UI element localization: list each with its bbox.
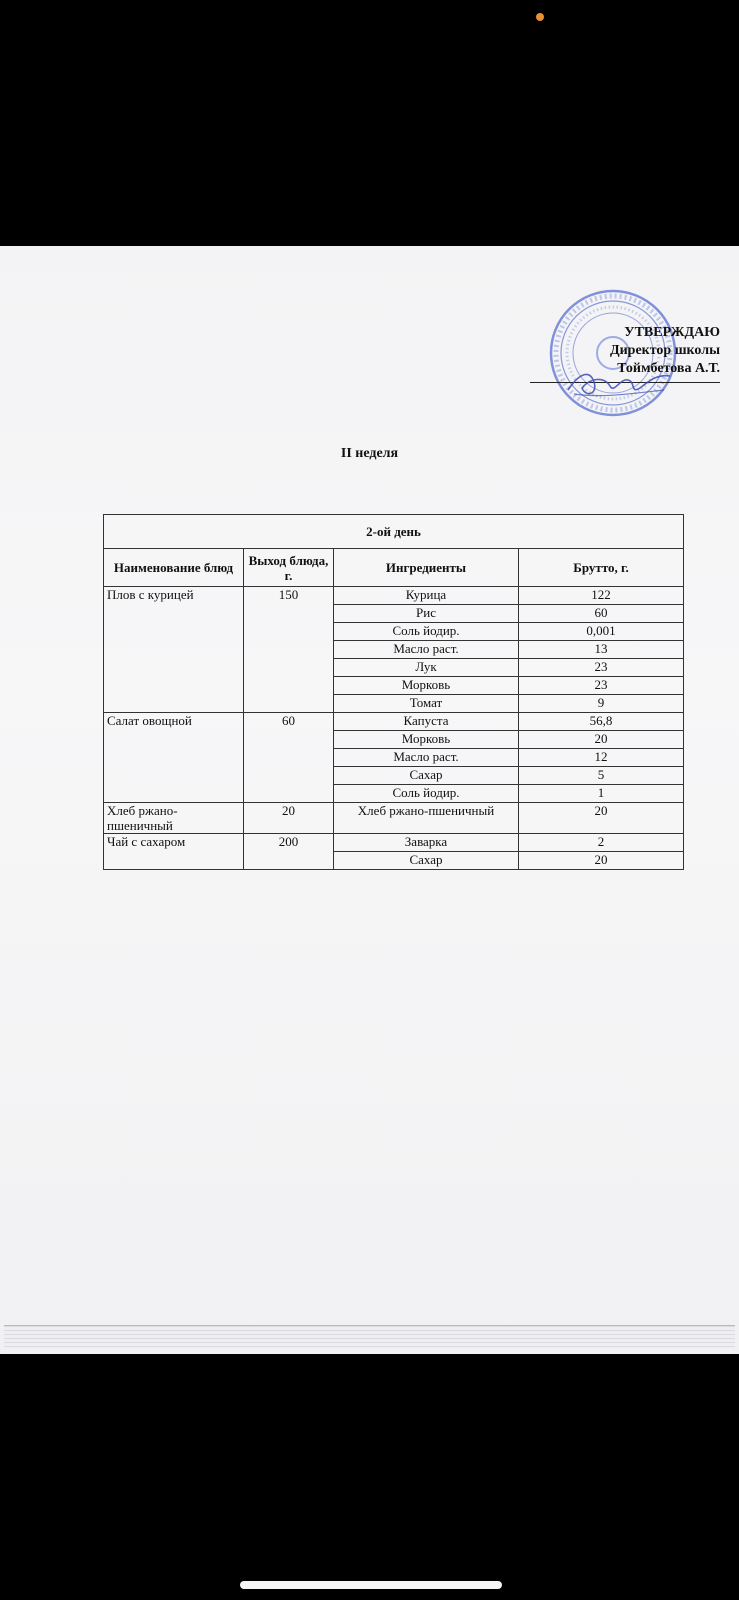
gross-value: 0,001 (519, 623, 684, 641)
header-ingredients: Ингредиенты (334, 549, 519, 587)
gross-value: 23 (519, 677, 684, 695)
dish-yield: 150 (244, 587, 334, 713)
dish-yield: 20 (244, 803, 334, 834)
table-row (104, 834, 684, 852)
approval-name: Тоймбетова А.Т. (617, 361, 720, 376)
ingredient-name: Сахар (334, 767, 519, 785)
dish-yield: 60 (244, 713, 334, 803)
ingredient-name: Морковь (334, 677, 519, 695)
ingredient-name: Лук (334, 659, 519, 677)
week-title: II неделя (340, 446, 399, 461)
page-stack-edge (4, 1325, 735, 1348)
gross-value: 122 (519, 587, 684, 605)
gross-value: 23 (519, 659, 684, 677)
table-row (104, 713, 684, 731)
ingredient-name: Капуста (334, 713, 519, 731)
ingredient-name: Рис (334, 605, 519, 623)
ingredient-name: Морковь (334, 731, 519, 749)
approval-position: Директор школы (609, 343, 720, 358)
ingredient-name: Соль йодир. (334, 623, 519, 641)
ingredient-name: Хлеб ржано-пшеничный (334, 803, 519, 834)
menu-table (103, 514, 684, 870)
gross-value: 12 (519, 749, 684, 767)
home-indicator[interactable] (240, 1581, 502, 1589)
header-dish: Наименование блюд (104, 549, 244, 587)
approval-heading: УТВЕРЖДАЮ (624, 325, 720, 340)
ingredient-name: Заварка (334, 834, 519, 852)
column-header-row (104, 549, 684, 587)
table-row (104, 803, 684, 834)
ingredient-name: Сахар (334, 852, 519, 870)
gross-value: 60 (519, 605, 684, 623)
gross-value: 20 (519, 852, 684, 870)
gross-value: 56,8 (519, 713, 684, 731)
ingredient-name: Соль йодир. (334, 785, 519, 803)
gross-value: 9 (519, 695, 684, 713)
gross-value: 5 (519, 767, 684, 785)
header-gross: Брутто, г. (519, 549, 684, 587)
ingredient-name: Масло раст. (334, 749, 519, 767)
dish-yield: 200 (244, 834, 334, 870)
gross-value: 20 (519, 731, 684, 749)
dish-name: Плов с курицей (104, 587, 244, 713)
ingredient-name: Курица (334, 587, 519, 605)
dish-name: Чай с сахаром (104, 834, 244, 870)
ingredient-name: Масло раст. (334, 641, 519, 659)
table-row (104, 587, 684, 605)
dish-name: Салат овощной (104, 713, 244, 803)
header-yield: Выход блюда, г. (244, 549, 334, 587)
gross-value: 1 (519, 785, 684, 803)
document-page (0, 246, 739, 1354)
dish-name: Хлеб ржано-пшеничный (104, 803, 244, 834)
gross-value: 2 (519, 834, 684, 852)
day-header: 2-ой день (104, 515, 684, 549)
day-header-row (104, 515, 684, 549)
gross-value: 20 (519, 803, 684, 834)
gross-value: 13 (519, 641, 684, 659)
status-indicator-dot (536, 13, 544, 21)
handwritten-signature-icon (560, 364, 680, 404)
ingredient-name: Томат (334, 695, 519, 713)
